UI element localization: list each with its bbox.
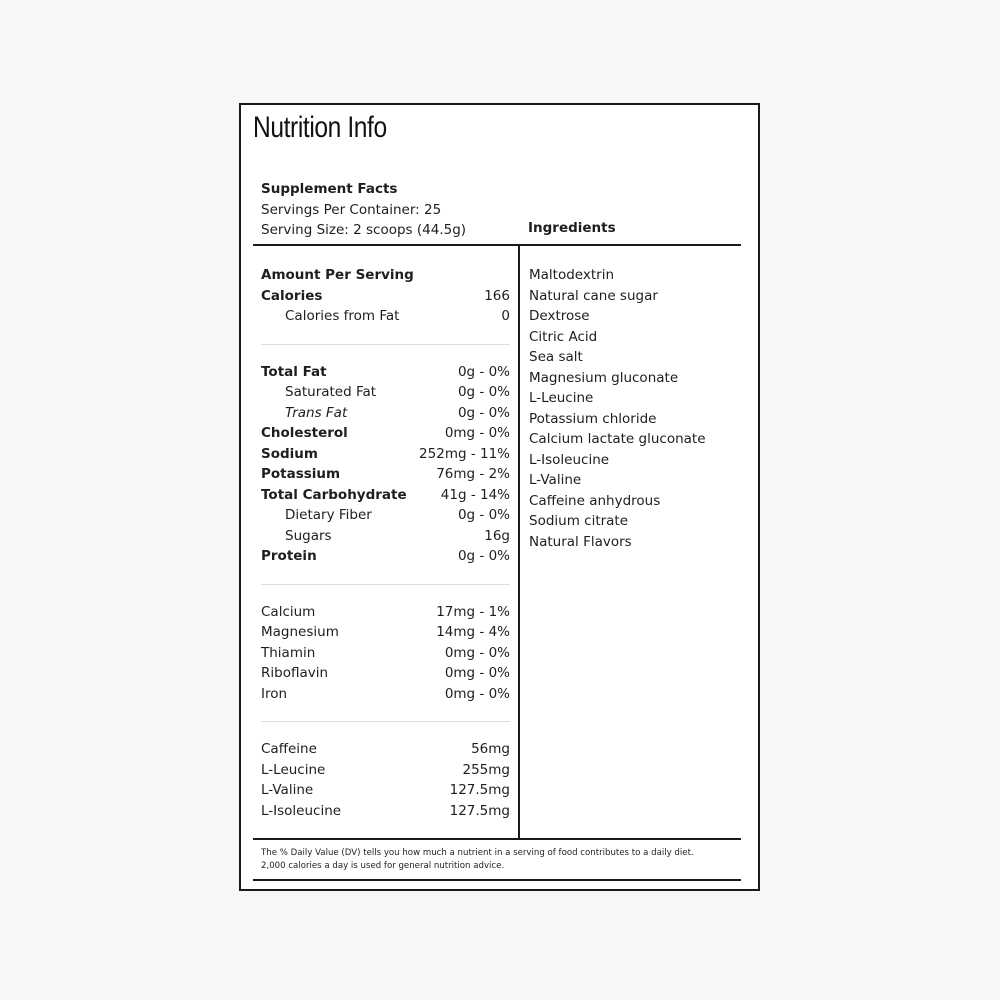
nutrients-section (261, 362, 510, 567)
serving-size: Serving Size: 2 scoops (44.5g) (261, 222, 467, 238)
end-divider (253, 879, 741, 881)
ingredient-item: Magnesium gluconate (529, 369, 679, 386)
nutrient-row-label: Potassium (261, 466, 341, 482)
ingredients-list (529, 265, 706, 552)
nutrient-row-label: Total Fat (261, 363, 327, 380)
nutrition-label (239, 103, 760, 891)
mineral-row-value: 17mg - 1% (436, 603, 510, 620)
top-divider (253, 244, 741, 246)
servings-per-container: Servings Per Container: 25 (261, 201, 442, 218)
nutrient-row-label: Protein (261, 548, 317, 564)
ingredient-item: Citric Acid (529, 328, 598, 345)
extra-row (261, 739, 510, 760)
nutrient-row (261, 485, 510, 506)
extra-row-value: 127.5mg (449, 782, 510, 798)
extra-row (261, 780, 510, 801)
ingredient-item: Caffeine anhydrous (529, 492, 661, 509)
calorie-row-value: 166 (484, 287, 510, 304)
ingredient-item: Sea salt (529, 349, 583, 365)
extra-row-value: 255mg (462, 761, 510, 778)
extra-row (261, 801, 510, 822)
mineral-row-label: Thiamin (261, 644, 316, 661)
ingredient-item: Natural cane sugar (529, 287, 658, 304)
nutrient-row-label: Sodium (261, 445, 318, 462)
bottom-divider (253, 838, 741, 840)
nutrient-row-label: Saturated Fat (285, 384, 377, 400)
mineral-row (261, 622, 510, 643)
mineral-row-value: 0mg - 0% (444, 644, 510, 661)
ingredient-item: Potassium chloride (529, 410, 657, 427)
amount-per-serving-row (261, 265, 510, 286)
extra-row-value: 56mg (471, 741, 510, 757)
ingredient-item: Maltodextrin (529, 267, 615, 283)
mineral-row (261, 684, 510, 705)
mineral-row-label: Magnesium (261, 624, 339, 640)
extra-row-label: L-Isoleucine (261, 802, 342, 819)
footnote-line-1: The % Daily Value (DV) tells you how much a nutrient in a serving of food contributes to a daily diet. (261, 848, 694, 858)
extra-row (261, 760, 510, 781)
ingredient-item: Calcium lactate gluconate (529, 431, 706, 447)
nutrient-row-label: Trans Fat (285, 404, 348, 421)
calorie-row (261, 286, 510, 307)
ingredient-item: Natural Flavors (529, 533, 632, 550)
nutrient-row-value: 0mg - 0% (444, 425, 510, 441)
nutrient-row (261, 444, 510, 465)
nutrient-row-value: 252mg - 11% (419, 445, 510, 462)
supplement-facts-header (261, 179, 466, 241)
ingredients-heading: Ingredients (528, 220, 616, 236)
nutrient-row-label: Sugars (285, 527, 332, 544)
ingredient-item: L-Valine (529, 472, 582, 488)
nutrition-facts-column (261, 265, 510, 821)
nutrient-row (261, 382, 510, 403)
ingredient-item: L-Isoleucine (529, 451, 610, 468)
page-title: Nutrition Info (253, 111, 387, 144)
nutrient-row-label: Total Carbohydrate (261, 486, 407, 503)
calorie-row-value: 0 (501, 308, 510, 324)
extra-row-value: 127.5mg (449, 802, 510, 819)
column-divider (518, 246, 520, 838)
nutrient-row-value: 0g - 0% (457, 404, 510, 421)
mineral-row-label: Riboflavin (261, 665, 329, 681)
nutrient-row (261, 423, 510, 444)
daily-value-footnote (261, 847, 741, 873)
nutrient-row-value: 41g - 14% (440, 486, 510, 503)
nutrient-row-value: 0g - 0% (457, 363, 510, 380)
mineral-row-value: 14mg - 4% (436, 624, 510, 640)
minerals-section (261, 602, 510, 705)
ingredient-item: Dextrose (529, 308, 590, 324)
nutrient-row-label: Dietary Fiber (285, 507, 372, 523)
supplement-facts-heading: Supplement Facts (261, 181, 398, 197)
calories-section (261, 286, 510, 327)
nutrient-row-value: 0g - 0% (457, 507, 510, 523)
nutrient-row (261, 546, 510, 567)
nutrient-row-value: 0g - 0% (457, 384, 510, 400)
footnote-line-2: 2,000 calories a day is used for general nutrition advice. (261, 861, 505, 871)
calorie-row-label: Calories (261, 287, 323, 304)
mineral-row (261, 663, 510, 684)
extra-row-label: L-Valine (261, 782, 314, 798)
ingredient-item: Sodium citrate (529, 513, 629, 529)
extras-section (261, 739, 510, 821)
mineral-row-value: 0mg - 0% (444, 685, 510, 702)
calorie-row (261, 306, 510, 327)
extra-row-label: Caffeine (261, 741, 317, 757)
mineral-row-label: Calcium (261, 603, 316, 620)
nutrient-row (261, 464, 510, 485)
nutrient-row-value: 0g - 0% (457, 548, 510, 564)
calorie-row-label: Calories from Fat (285, 308, 400, 324)
mineral-row-value: 0mg - 0% (444, 665, 510, 681)
nutrient-row-value: 16g (484, 527, 510, 544)
ingredient-item: L-Leucine (529, 390, 594, 406)
nutrient-row-value: 76mg - 2% (436, 466, 510, 482)
extra-row-label: L-Leucine (261, 761, 326, 778)
amount-per-serving-label: Amount Per Serving (261, 267, 414, 283)
nutrient-row-label: Cholesterol (261, 425, 348, 441)
nutrient-row (261, 403, 510, 424)
nutrient-row (261, 505, 510, 526)
nutrient-row (261, 362, 510, 383)
mineral-row (261, 602, 510, 623)
mineral-row (261, 643, 510, 664)
nutrient-row (261, 526, 510, 547)
mineral-row-label: Iron (261, 685, 288, 702)
